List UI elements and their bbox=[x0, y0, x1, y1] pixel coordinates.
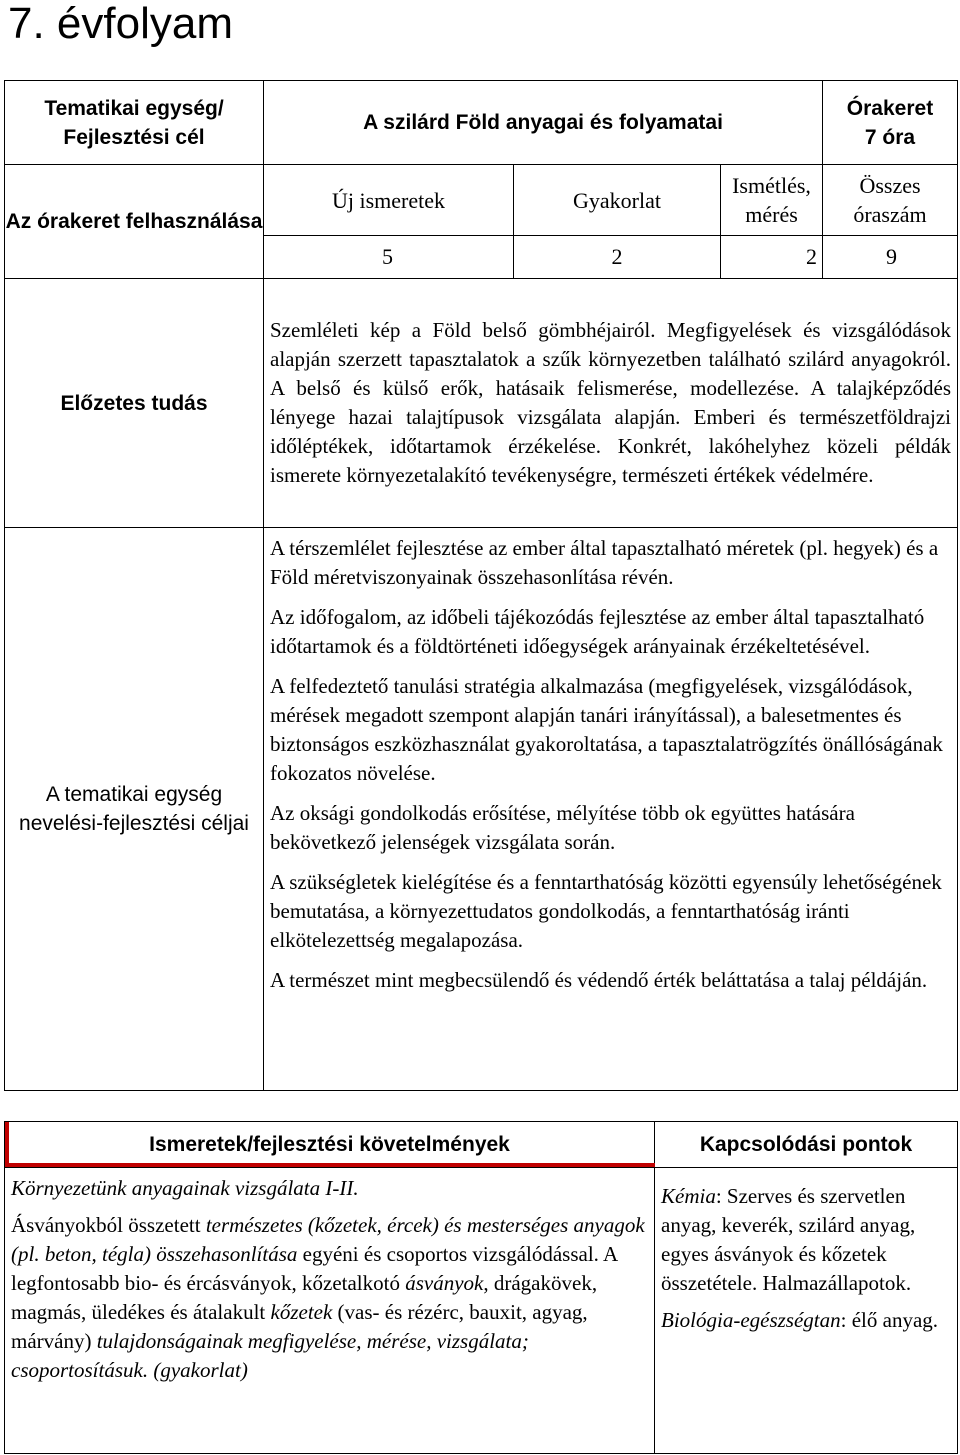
theme-title-cell bbox=[264, 81, 823, 165]
hours-value: 7 óra bbox=[864, 125, 916, 149]
goal-paragraph: Az időfogalom, az időbeli tájékozódás fejlesztése az ember által tapasztalható időtartamok és a földtörténeti időegységek arányainak érzékeltetésével. bbox=[270, 605, 925, 658]
curriculum-table bbox=[4, 80, 958, 1091]
req-text-italic: (gyakorlat) bbox=[148, 1358, 248, 1382]
connection-biology bbox=[661, 1306, 951, 1335]
connections-header-cell bbox=[655, 1122, 958, 1168]
connection-text: : Szerves és szervetlen anyag, keverék, szilárd anyag, egyes ásványok és kőzetek összetétele. Halmazállapotok. bbox=[661, 1184, 916, 1295]
requirements-header-row bbox=[5, 1122, 958, 1168]
goal-paragraph: A természet mint megbecsülendő és védendő érték beláttatása a talaj példáján. bbox=[270, 968, 928, 992]
goals-cell bbox=[264, 528, 958, 1091]
usage-col-practice: Gyakorlat bbox=[514, 165, 721, 236]
theme-row bbox=[5, 81, 958, 165]
usage-value-new: 5 bbox=[264, 236, 514, 279]
goal-paragraph: A térszemlélet fejlesztése az ember által tapasztalható méretek (pl. hegyek) és a Föld méretviszonyainak összehasonlítása révén. bbox=[270, 536, 939, 589]
req-text-italic: természetes (kőzetek, ércek) és mesterséges anyagok (pl. beton, tégla) összehasonlítása bbox=[11, 1213, 645, 1266]
usage-value-total: 9 bbox=[823, 236, 958, 279]
goals-label: A tematikai egység nevelési-fejlesztési céljai bbox=[19, 783, 249, 835]
requirements-header-cell bbox=[5, 1122, 655, 1168]
usage-col-repeat: Ismétlés, mérés bbox=[721, 165, 823, 236]
requirements-cell bbox=[5, 1168, 655, 1454]
connection-subject: Biológia-egészségtan bbox=[661, 1308, 841, 1332]
usage-col-total: Összes óraszám bbox=[823, 165, 958, 236]
hours-cell bbox=[823, 81, 958, 165]
grade-title: 7. évfolyam bbox=[8, 0, 233, 48]
requirements-topic: Környezetünk anyagainak vizsgálata I-II. bbox=[11, 1176, 359, 1200]
requirements-paragraph bbox=[11, 1211, 648, 1385]
req-text: , drágakövek, magmás, üledékes és átalakult bbox=[11, 1271, 598, 1324]
connections-header: Kapcsolódási pontok bbox=[699, 1132, 913, 1156]
usage-value-repeat: 2 bbox=[721, 236, 823, 279]
usage-label: Az órakeret felhasználása bbox=[5, 210, 263, 233]
prior-label: Előzetes tudás bbox=[60, 391, 208, 415]
requirements-header: Ismeretek/fejlesztési követelmények bbox=[149, 1132, 510, 1156]
connections-cell bbox=[655, 1168, 958, 1454]
prior-label-cell bbox=[5, 279, 264, 528]
goals-label-cell bbox=[5, 528, 264, 1091]
requirements-table bbox=[4, 1121, 958, 1454]
goal-paragraph: A szükségletek kielégítése és a fenntarthatóság közötti egyensúly lehetőségének bemutatása, a környezettudatos gondolkodás, a fenntarthatóság iránti elkötelezettség megalapozása. bbox=[270, 870, 942, 952]
theme-title: A szilárd Föld anyagai és folyamatai bbox=[363, 111, 723, 134]
prior-text: Szemléleti kép a Föld belső gömbhéjairól. Megfigyelések és vizsgálódások alapján szerzett tapasztalatok a szűk környezetben található szilárd anyagokról. A belső és külső erők, hatásaik felismerése, modellezése. A talajképződés lényege hazai talajtípusok vizsgálata alapján. Emberi és természetföldrajzi időléptékek, időtartamok érzékelése. Konkrét, lakóhelyhez közeli példák ismerete környezetalakító tevékenységre, természeti értékek védelmére. bbox=[264, 279, 958, 528]
theme-label-cell bbox=[5, 81, 264, 165]
connection-subject: Kémia bbox=[661, 1184, 716, 1208]
req-text: (vas- és rézérc, bauxit, agyag, márvány) bbox=[11, 1300, 588, 1353]
goal-paragraph: Az oksági gondolkodás erősítése, mélyítése több ok együttes hatására bekövetkező jelenségek vizsgálata során. bbox=[270, 801, 855, 854]
req-text-italic: kőzetek bbox=[270, 1300, 333, 1324]
accent-bar bbox=[5, 1122, 9, 1167]
requirements-body-row bbox=[5, 1168, 958, 1454]
goal-paragraph: A felfedeztető tanulási stratégia alkalmazása (megfigyelések, vizsgálódások, mérések megadott szempont alapján tanári irányítással), a balesetmentes és biztonságos eszközhasználat gyakoroltatása, a tapasztalatrögzítés önállóságának fokozatos növelése. bbox=[270, 674, 943, 785]
connection-chemistry bbox=[661, 1182, 951, 1298]
goals-row bbox=[5, 528, 958, 1091]
accent-underline bbox=[5, 1163, 655, 1167]
hours-label: Órakeret bbox=[846, 96, 934, 120]
req-text-italic: ásványok bbox=[405, 1271, 484, 1295]
usage-header-row bbox=[5, 165, 958, 236]
req-text: egyéni és csoportos vizsgálódással. A legfontosabb bio- és ércásványok, kőzetalkotó bbox=[11, 1242, 618, 1295]
prior-knowledge-row bbox=[5, 279, 958, 528]
connection-text: : élő anyag. bbox=[840, 1308, 939, 1332]
usage-col-new: Új ismeretek bbox=[264, 165, 514, 236]
theme-label: Tematikai egység/ Fejlesztési cél bbox=[44, 96, 224, 149]
usage-label-cell bbox=[5, 165, 264, 279]
req-text-italic: tulajdonságainak megfigyelése, mérése, vizsgálata; csoportosításuk. bbox=[11, 1329, 529, 1382]
usage-value-practice: 2 bbox=[514, 236, 721, 279]
req-text: Ásványokból összetett bbox=[11, 1213, 206, 1237]
